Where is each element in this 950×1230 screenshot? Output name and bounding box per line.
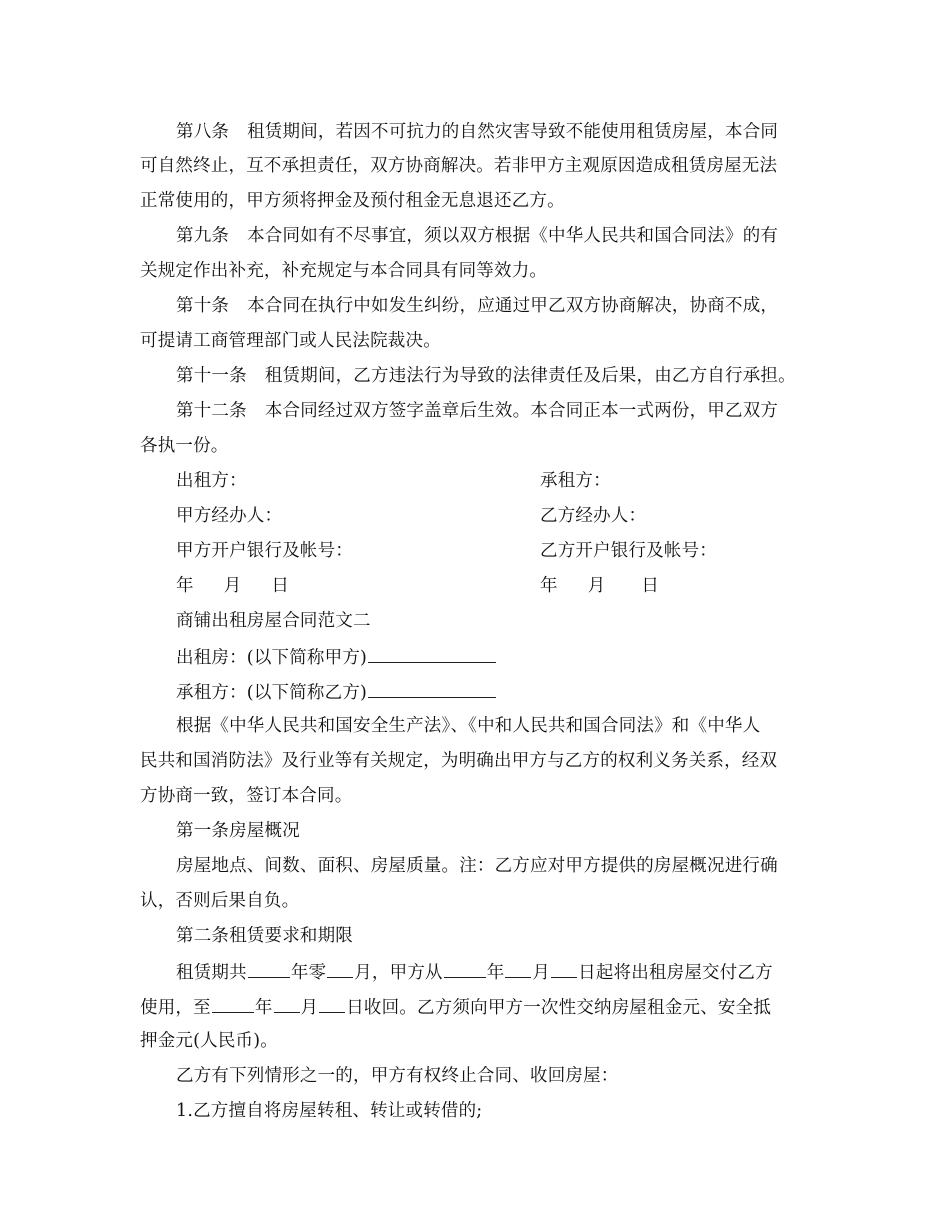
- article-12-heading: 第十二条: [176, 401, 247, 421]
- term-line-3: 押金元(人民币)。: [140, 1031, 278, 1051]
- article-10-line-1: 第十条 本合同在执行中如发生纠纷，应通过甲乙双方协商解决，协商不成，: [176, 296, 779, 316]
- article-1-title: 第一条房屋概况: [176, 821, 300, 841]
- termination-item-1: 1.乙方擅自将房屋转租、转让或转借的;: [176, 1101, 483, 1121]
- blank-underline[interactable]: [368, 679, 496, 698]
- article-10-line-2: 可提请工商管理部门或人民法院裁决。: [140, 331, 441, 351]
- sig-party-a-bank: 甲方开户银行及帐号：: [176, 541, 353, 561]
- article-1-line-2: 认，否则后果自负。: [140, 891, 300, 911]
- sample2-title: 商铺出租房屋合同范文二: [176, 611, 371, 631]
- blank-underline[interactable]: [212, 994, 254, 1013]
- blank-underline[interactable]: [248, 959, 290, 978]
- sig-party-a-agent: 甲方经办人：: [176, 506, 283, 526]
- article-8-line-1: 第八条 租赁期间，若因不可抗力的自然灾害导致不能使用租赁房屋，本合同: [176, 122, 779, 142]
- sig-party-b-date: 年 月 日: [540, 576, 660, 596]
- article-11-line-1: 第十一条 租赁期间，乙方违法行为导致的法律责任及后果，由乙方自行承担。: [176, 366, 796, 386]
- blank-underline[interactable]: [319, 994, 345, 1013]
- article-8-line-3: 正常使用的，甲方须将押金及预付租金无息退还乙方。: [140, 191, 565, 211]
- blank-underline[interactable]: [327, 959, 353, 978]
- preamble-line-3: 方协商一致，签订本合同。: [140, 786, 353, 806]
- blank-underline[interactable]: [444, 959, 486, 978]
- article-9-line-1: 第九条 本合同如有不尽事宜，须以双方根据《中华人民共和国合同法》的有: [176, 226, 779, 246]
- sig-party-a-date: 年 月 日: [176, 576, 290, 596]
- termination-intro: 乙方有下列情形之一的，甲方有权终止合同、收回房屋：: [176, 1066, 619, 1086]
- blank-underline[interactable]: [274, 994, 300, 1013]
- article-9-line-2: 关规定作出补充，补充规定与本合同具有同等效力。: [140, 261, 548, 281]
- sig-party-b-agent: 乙方经办人：: [540, 506, 647, 526]
- article-11-heading: 第十一条: [176, 366, 247, 386]
- article-12-line-1: 第十二条 本合同经过双方签字盖章后生效。本合同正本一式两份，甲乙双方: [176, 401, 779, 421]
- term-line-2: 使用，至 年 月 日收回。乙方须向甲方一次性交纳房屋租金元、安全抵: [140, 994, 771, 1020]
- sig-lessor: 出租方：: [176, 471, 247, 491]
- preamble-line-1: 根据《中华人民共和国安全生产法》、《中和人民共和国合同法》和《中华人: [176, 716, 761, 736]
- sample2-lessor-line: 出租房：(以下简称甲方): [176, 644, 497, 670]
- sig-party-b-bank: 乙方开户银行及帐号：: [540, 541, 717, 561]
- article-8-heading: 第八条: [176, 122, 230, 142]
- preamble-line-2: 民共和国消防法》及行业等有关规定，为明确出甲方与乙方的权利义务关系，经双: [140, 751, 778, 771]
- sig-lessee: 承租方：: [540, 471, 611, 491]
- article-12-line-2: 各执一份。: [140, 436, 229, 456]
- article-1-line-1: 房屋地点、间数、面积、房屋质量。注：乙方应对甲方提供的房屋概况进行确: [176, 856, 778, 876]
- article-9-heading: 第九条: [176, 226, 230, 246]
- article-2-title: 第二条租赁要求和期限: [176, 926, 353, 946]
- sample2-lessee-line: 承租方：(以下简称乙方): [176, 679, 497, 705]
- blank-underline[interactable]: [368, 644, 496, 663]
- blank-underline[interactable]: [551, 959, 577, 978]
- article-10-heading: 第十条: [176, 296, 230, 316]
- article-8-line-2: 可自然终止，互不承担责任，双方协商解决。若非甲方主观原因造成租赁房屋无法: [140, 156, 778, 176]
- term-line-1: 租赁期共 年零 月，甲方从 年 月 日起将出租房屋交付乙方: [176, 959, 773, 985]
- blank-underline[interactable]: [505, 959, 531, 978]
